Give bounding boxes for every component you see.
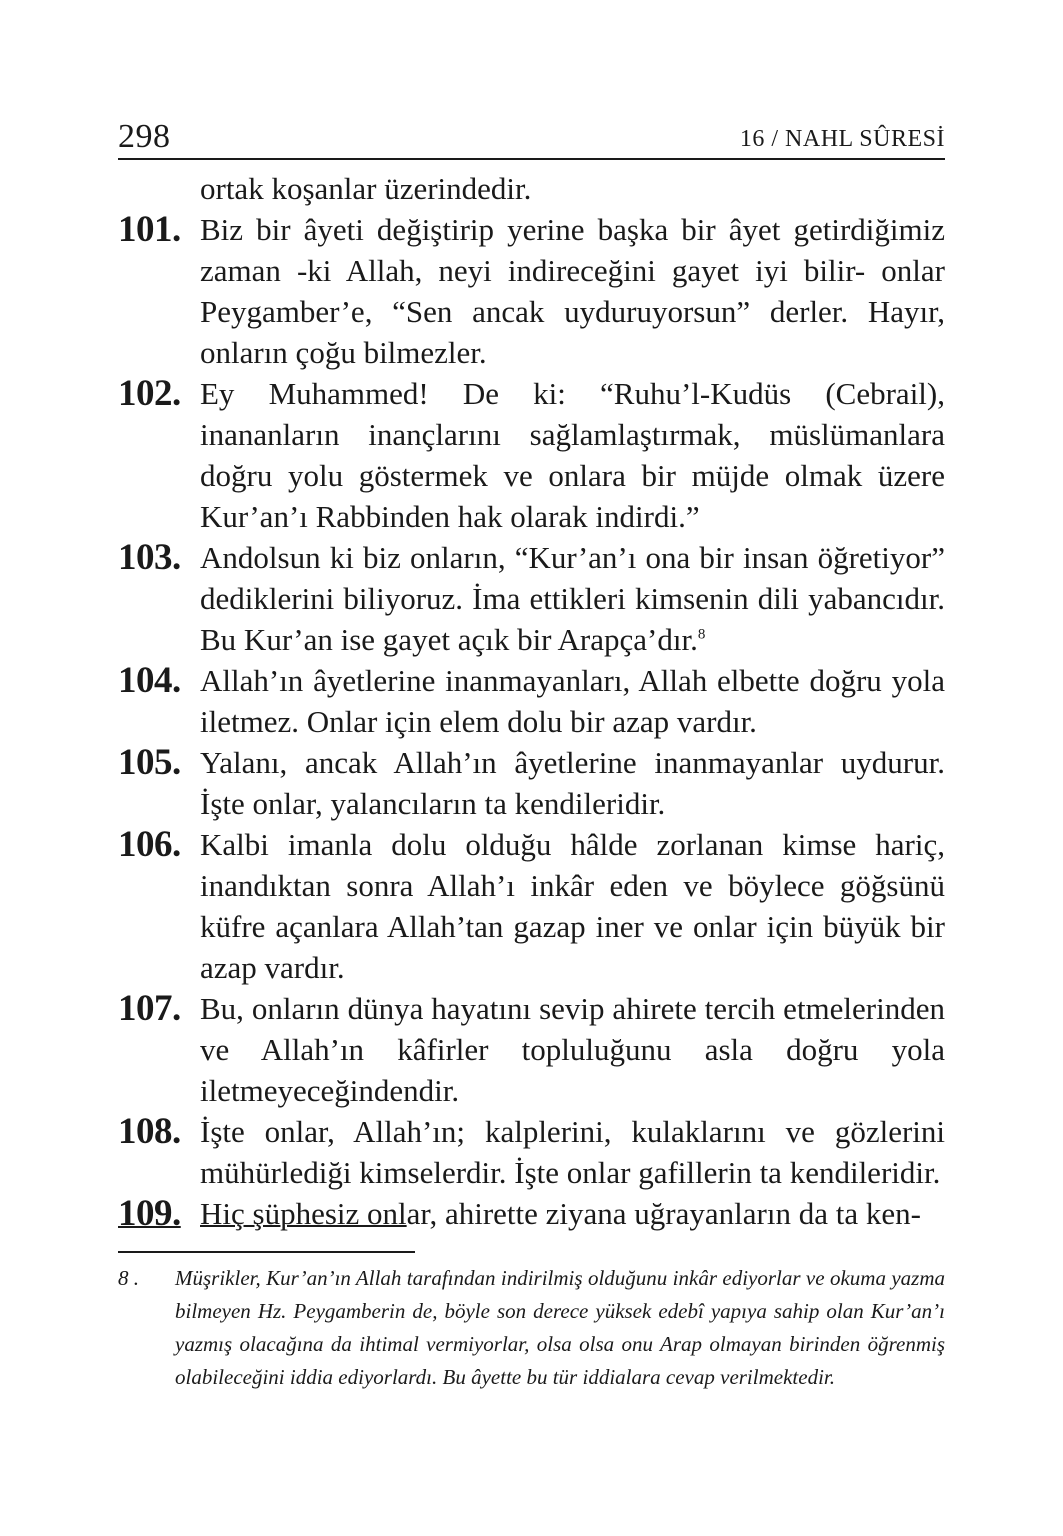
verse-text: Kalbi imanla dolu olduğu hâlde zorlanan kimse hariç, inandıktan sonra Allah’ı inkâr eden ve böylece göğsünü küfre açanlara Allah’tan gazap iner ve onlar için büyük bir azap vardır. — [200, 827, 945, 985]
verse-text-rest: ar, ahirette ziyana uğrayanların da ta ken- — [406, 1196, 921, 1231]
verse-number: 104. — [118, 660, 181, 701]
running-head: 16 / NAHL SÛRESİ — [739, 126, 945, 152]
verse-number: 106. — [118, 824, 181, 865]
footnote-text: Müşrikler, Kur’an’ın Allah tarafından indirilmiş olduğunu inkâr ediyorlar ve okuma yazma bilmeyen Hz. Peygamberin de, böyle son derece yüksek edebî yapıya sahip olan Kur’an’ı yazmış olacağına da ihtimal vermiyorlar, olsa olsa onu Arap olmayan birinden öğrenmiş olabileceğini iddia ediyorlardı. Bu âyette bu tür iddialara cevap verilmektedir. — [175, 1266, 945, 1389]
footnote — [118, 1262, 945, 1394]
verse-102 — [118, 373, 945, 537]
continuation-line: ortak koşanlar üzerindedir. — [200, 171, 532, 206]
verse-104 — [118, 660, 945, 742]
verse-103 — [118, 537, 945, 660]
verse-108 — [118, 1111, 945, 1193]
verse-106 — [118, 824, 945, 988]
verse-101 — [118, 209, 945, 373]
verse-number: 107. — [118, 988, 181, 1029]
verse-number: 102. — [118, 373, 181, 414]
verse-number: 103. — [118, 537, 181, 578]
footnote-mark: 8 . — [118, 1266, 139, 1290]
footnote-separator — [118, 1251, 415, 1253]
verse-text: Biz bir âyeti değiştirip yerine başka bir âyet getirdiğimiz zaman -ki Allah, neyi indireceğini gayet iyi bilir- onlar Peygamber’e, “Sen ancak uyduruyorsun” derler. Hayır, onların çoğu bilmezler. — [200, 212, 945, 370]
verse-text: İşte onlar, Allah’ın; kalplerini, kulaklarını ve gözlerini mühürlediği kimselerdir. İşte onlar gafillerin ta kendileridir. — [200, 1114, 945, 1190]
verse-text-body: Andolsun ki biz onların, “Kur’an’ı ona bir insan öğretiyor” dediklerini biliyoruz. İma ettikleri kimsenin dili yabancıdır. Bu Kur’an ise gayet açık bir Arapça’dır. — [200, 540, 945, 657]
verse-number: 101. — [118, 209, 181, 250]
verse-109 — [118, 1193, 945, 1234]
page-header — [118, 112, 945, 160]
verse-text: Ey Muhammed! De ki: “Ruhu’l-Kudüs (Cebrail), inananların inançlarını sağlamlaştırmak, müslümanlara doğru yolu göstermek ve onlara bir müjde olmak üzere Kur’an’ı Rabbinden hak olarak indirdi.” — [200, 376, 945, 534]
verse-number: 108. — [118, 1111, 181, 1152]
verse-list — [118, 168, 945, 1234]
underlined-text: Hiç şüphesiz onl — [200, 1196, 407, 1231]
verse-text: Allah’ın âyetlerine inanmayanları, Allah elbette doğru yola iletmez. Onlar için elem dolu bir azap vardır. — [200, 663, 945, 739]
verse-text — [200, 537, 945, 660]
verse-text: Yalanı, ancak Allah’ın âyetlerine inanmayanlar uydurur. İşte onlar, yalancıların ta kendileridir. — [200, 745, 945, 821]
verse-text: Bu, onların dünya hayatını sevip ahirete tercih etmelerinden ve Allah’ın kâfirler topluluğunu asla doğru yola iletmeyeceğindendir. — [200, 991, 945, 1108]
footnote-reference[interactable]: 8 — [697, 626, 706, 643]
verse-number: 105. — [118, 742, 181, 783]
verse-105 — [118, 742, 945, 824]
verse-text — [200, 1193, 945, 1234]
verse-107 — [118, 988, 945, 1111]
page-number: 298 — [118, 118, 171, 155]
verse-number: 109. — [118, 1193, 181, 1234]
